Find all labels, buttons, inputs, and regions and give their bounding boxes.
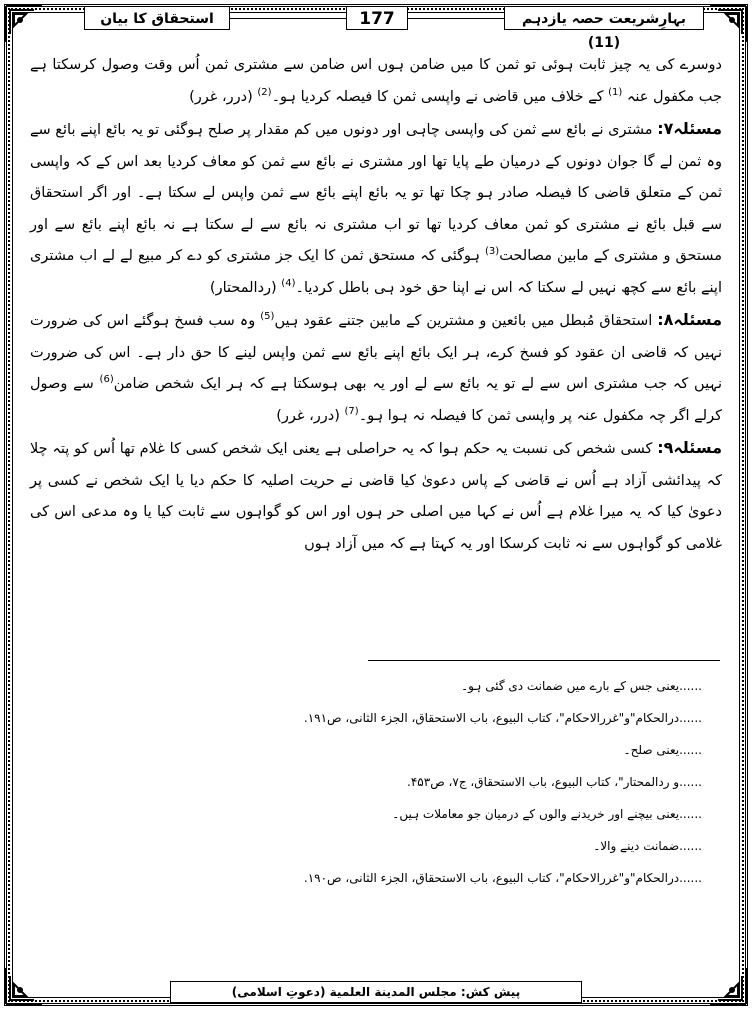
publisher-suffix: (دعوتِ اسلامی) bbox=[231, 985, 326, 999]
paragraph-text: مشتری نے بائع سے ثمن کی واپسی چاہی اور دونوں میں کم مقدار پر صلح ہوگئی تو یہ بائع اپنے بائع سے وہ ثمن لے گا جوان دونوں کے درمیان طے پایا تھا اور مشتری نے بائع سے ثمن کو معاف کردیا بعد اس کے کہ واپسی ثمن کے متعلق قاضی کا فیصلہ صادر ہو چکا تھا تو یہ بائع اپنے بائع سے ثمن واپس لے سکتا ہے۔ اور اگر استحقاق سے قبل بائع نے مشتری کو ثمن معاف کردیا تھا تو اب مشتری نہ بائع سے لے سکتا ہے نہ بائع اپنے بائع سے اور مستحق و مشتری کے مابین مصالحت bbox=[30, 122, 722, 264]
footnote: ......درالحکام"و"غررالاحکام"، کتاب البیوع، باب الاستحقاق، الجزء الثانی، ص۱۹۱. bbox=[303, 711, 702, 725]
masala-7 bbox=[30, 113, 722, 304]
main-text bbox=[30, 50, 722, 560]
masala-8 bbox=[30, 304, 722, 432]
footnote-ref: (7) bbox=[344, 405, 359, 417]
footnote: ......درالحکام"و"غررالاحکام"، کتاب البیوع، باب الاستحقاق، الجزء الثانی، ص۱۹۰. bbox=[303, 871, 702, 885]
corner-ornament-icon bbox=[708, 4, 748, 44]
footnote-ref: (6) bbox=[99, 374, 114, 386]
masala-label: مسئلہ۸: bbox=[657, 310, 723, 329]
page-footer bbox=[170, 981, 582, 1003]
publisher-name: مجلس المدینة العلمیة bbox=[329, 985, 457, 999]
footnote: ......و ردالمحتار"، کتاب البیوع، باب الاستحقاق، ج۷، ص۴۵۳. bbox=[407, 775, 702, 789]
paragraph-continuation bbox=[30, 50, 722, 113]
source-citation: (درر، غرر) bbox=[276, 407, 340, 424]
footnote-ref: (4) bbox=[281, 277, 296, 289]
corner-ornament-icon bbox=[4, 4, 44, 44]
chapter-title: استحقاق کا بیان bbox=[84, 6, 230, 30]
paragraph-text: استحقاق مُبطل میں بائعین و مشترین کے مابین جتنے عقود ہیں bbox=[274, 313, 653, 329]
paragraph-text: سے وصول کرلے اگر چہ مکفول عنہ پر واپسی ثمن کا فیصلہ نہ ہوا ہو۔ bbox=[30, 376, 722, 424]
page-header bbox=[48, 6, 704, 51]
footnote-ref: (5) bbox=[260, 311, 275, 323]
masala-9 bbox=[30, 432, 722, 560]
footnote: ......ضمانت دینے والا۔ bbox=[593, 839, 702, 853]
corner-ornament-icon bbox=[708, 966, 748, 1006]
footnotes bbox=[30, 672, 722, 896]
masala-label: مسئلہ۷: bbox=[657, 119, 723, 138]
footnote-ref: (1) bbox=[608, 86, 623, 98]
book-title: بہارِشریعت حصہ یازدہم (11) bbox=[504, 6, 704, 30]
paragraph-text: کسی شخص کی نسبت یہ حکم ہوا کہ یہ حراصلی ہے یعنی ایک شخص کسی کا غلام تھا اُس کو پتہ چلا کہ پیدائشی آزاد ہے اُس نے قاضی کے پاس دعویٰ کیا قاضی نے حریت اصلیہ کا حکم دیا یا ایک شخص نے کسی پر دعویٰ کیا کہ یہ میرا غلام ہے اُس نے کہا میں اصلی حر ہوں اور اس کو گواہوں سے ثابت کیا یا وہ مدعی اس کی غلامی کو گواہوں سے نہ ثابت کرسکا اور یہ کہتا ہے کہ میں آزاد ہوں bbox=[30, 441, 722, 552]
corner-ornament-icon bbox=[4, 966, 44, 1006]
source-citation: (درر، غرر) bbox=[189, 88, 253, 105]
footnote: ......یعنی بیچنے اور خریدنے والوں کے درمیان جو معاملات ہیں۔ bbox=[392, 807, 702, 821]
paragraph-text: دوسرے کی یہ چیز ثابت ہوئی تو ثمن کا میں ضامن ہوں اس ضامن سے مشتری ثمن اُس وقت وصول کرسکتا ہے جب مکفول عنہ bbox=[30, 57, 722, 105]
page-number: 177 bbox=[346, 6, 408, 30]
header-rule bbox=[408, 18, 504, 19]
source-citation: (ردالمحتار) bbox=[209, 279, 277, 296]
paragraph-text: وہ سب فسخ ہوگئے اس کی ضرورت نہیں کہ قاضی ان عقود کو فسخ کرے، ہر ایک بائع اپنے بائع سے ثمن واپس لینے کا حق دار ہے۔ اس کی ضرورت نہیں کہ جب مشتری اس سے لے تو یہ بائع سے لے اور یہ بھی ہوسکتا ہے کہ ہر ایک شخص ضامن bbox=[30, 313, 722, 392]
footnote-ref: (2) bbox=[257, 86, 272, 98]
header-rule bbox=[230, 18, 346, 19]
masala-label: مسئلہ۹: bbox=[657, 438, 722, 457]
footer-prefix: پیش کش: bbox=[460, 985, 521, 999]
footnote: ......یعنی جس کے بارے میں ضمانت دی گئی ہو۔ bbox=[461, 679, 702, 693]
footnote: ......یعنی صلح۔ bbox=[623, 743, 702, 757]
paragraph-text: ہوگئی کہ مستحق ثمن کا ایک جز مشتری کو دے کر مبیع لے لے اب مشتری اپنے بائع سے کچھ نہیں لے سکتا کہ اس نے اپنا حق خود ہی باطل کردیا۔ bbox=[30, 248, 722, 296]
paragraph-text: کے خلاف میں قاضی نے واپسی ثمن کا فیصلہ کردیا ہو۔ bbox=[271, 88, 604, 105]
footnote-ref: (3) bbox=[485, 246, 500, 258]
footnote-divider bbox=[368, 660, 720, 661]
